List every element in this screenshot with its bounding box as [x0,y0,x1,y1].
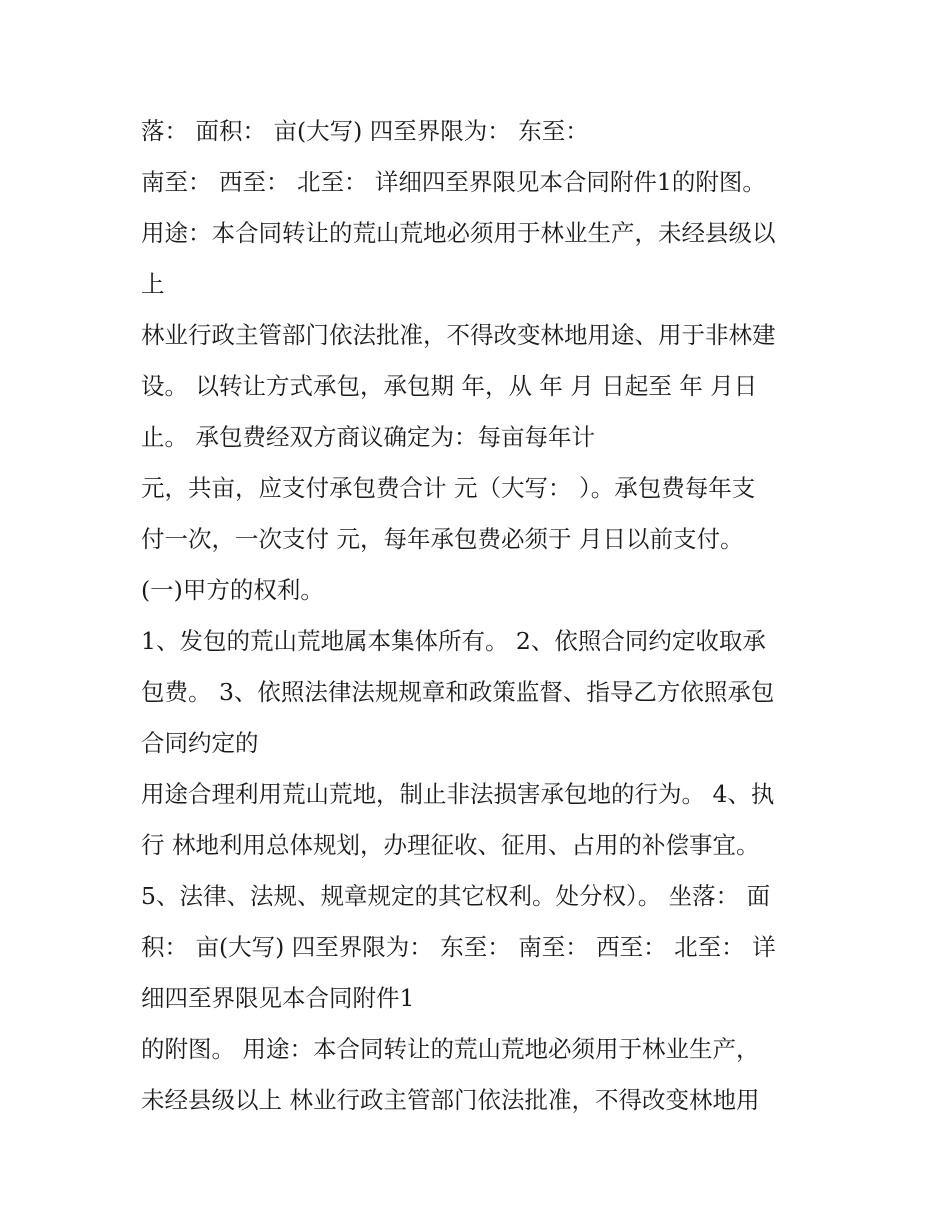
text-line-17: 积： 亩(大写) 四至界限为： 东至： 南至： 西至： 北至： 详 [141,933,776,961]
contract-text-body [141,106,831,1126]
text-line-13: 合同约定的 [141,729,259,757]
text-line-15: 行 林地利用总体规划，办理征收、征用、占用的补偿事宜。 [141,831,760,859]
text-line-12: 包费。 3、依照法律法规规章和政策监督、指导乙方依照承包 [141,678,775,706]
text-line-9: 付一次，一次支付 元，每年承包费必须于 月日以前支付。 [141,525,744,553]
section-heading-party-a-rights: (一)甲方的权利。 [141,576,324,604]
text-line-14: 用途合理利用荒山荒地，制止非法损害承包地的行为。 4、执 [141,780,775,808]
text-line-18: 细四至界限见本合同附件1 [141,984,415,1012]
text-line-6: 设。 以转让方式承包，承包期 年，从 年 月 日起至 年 月日 [141,372,758,400]
text-line-19: 的附图。 用途：本合同转让的荒山荒地必须用于林业生产， [141,1035,760,1063]
text-line-4: 上 [141,270,165,298]
text-line-16: 5、法律、法规、规章规定的其它权利。处分权）。 坐落： 面 [141,882,771,910]
text-line-20: 未经县级以上 林业行政主管部门依法批准，不得改变林地用 [141,1086,760,1114]
text-line-1: 落： 面积： 亩(大写) 四至界限为： 东至： [141,117,589,145]
text-line-5: 林业行政主管部门依法批准，不得改变林地用途、用于非林建 [141,321,776,349]
text-line-3: 用途：本合同转让的荒山荒地必须用于林业生产，未经县级以 [141,219,776,247]
text-line-11: 1、发包的荒山荒地属本集体所有。 2、依照合同约定收取承 [141,627,766,655]
text-line-7: 止。 承包费经双方商议确定为：每亩每年计 [141,423,595,451]
text-line-2: 南至： 西至： 北至： 详细四至界限见本合同附件1的附图。 [141,168,766,196]
text-line-8: 元，共亩，应支付承包费合计 元（大写： ）。承包费每年支 [141,474,756,502]
